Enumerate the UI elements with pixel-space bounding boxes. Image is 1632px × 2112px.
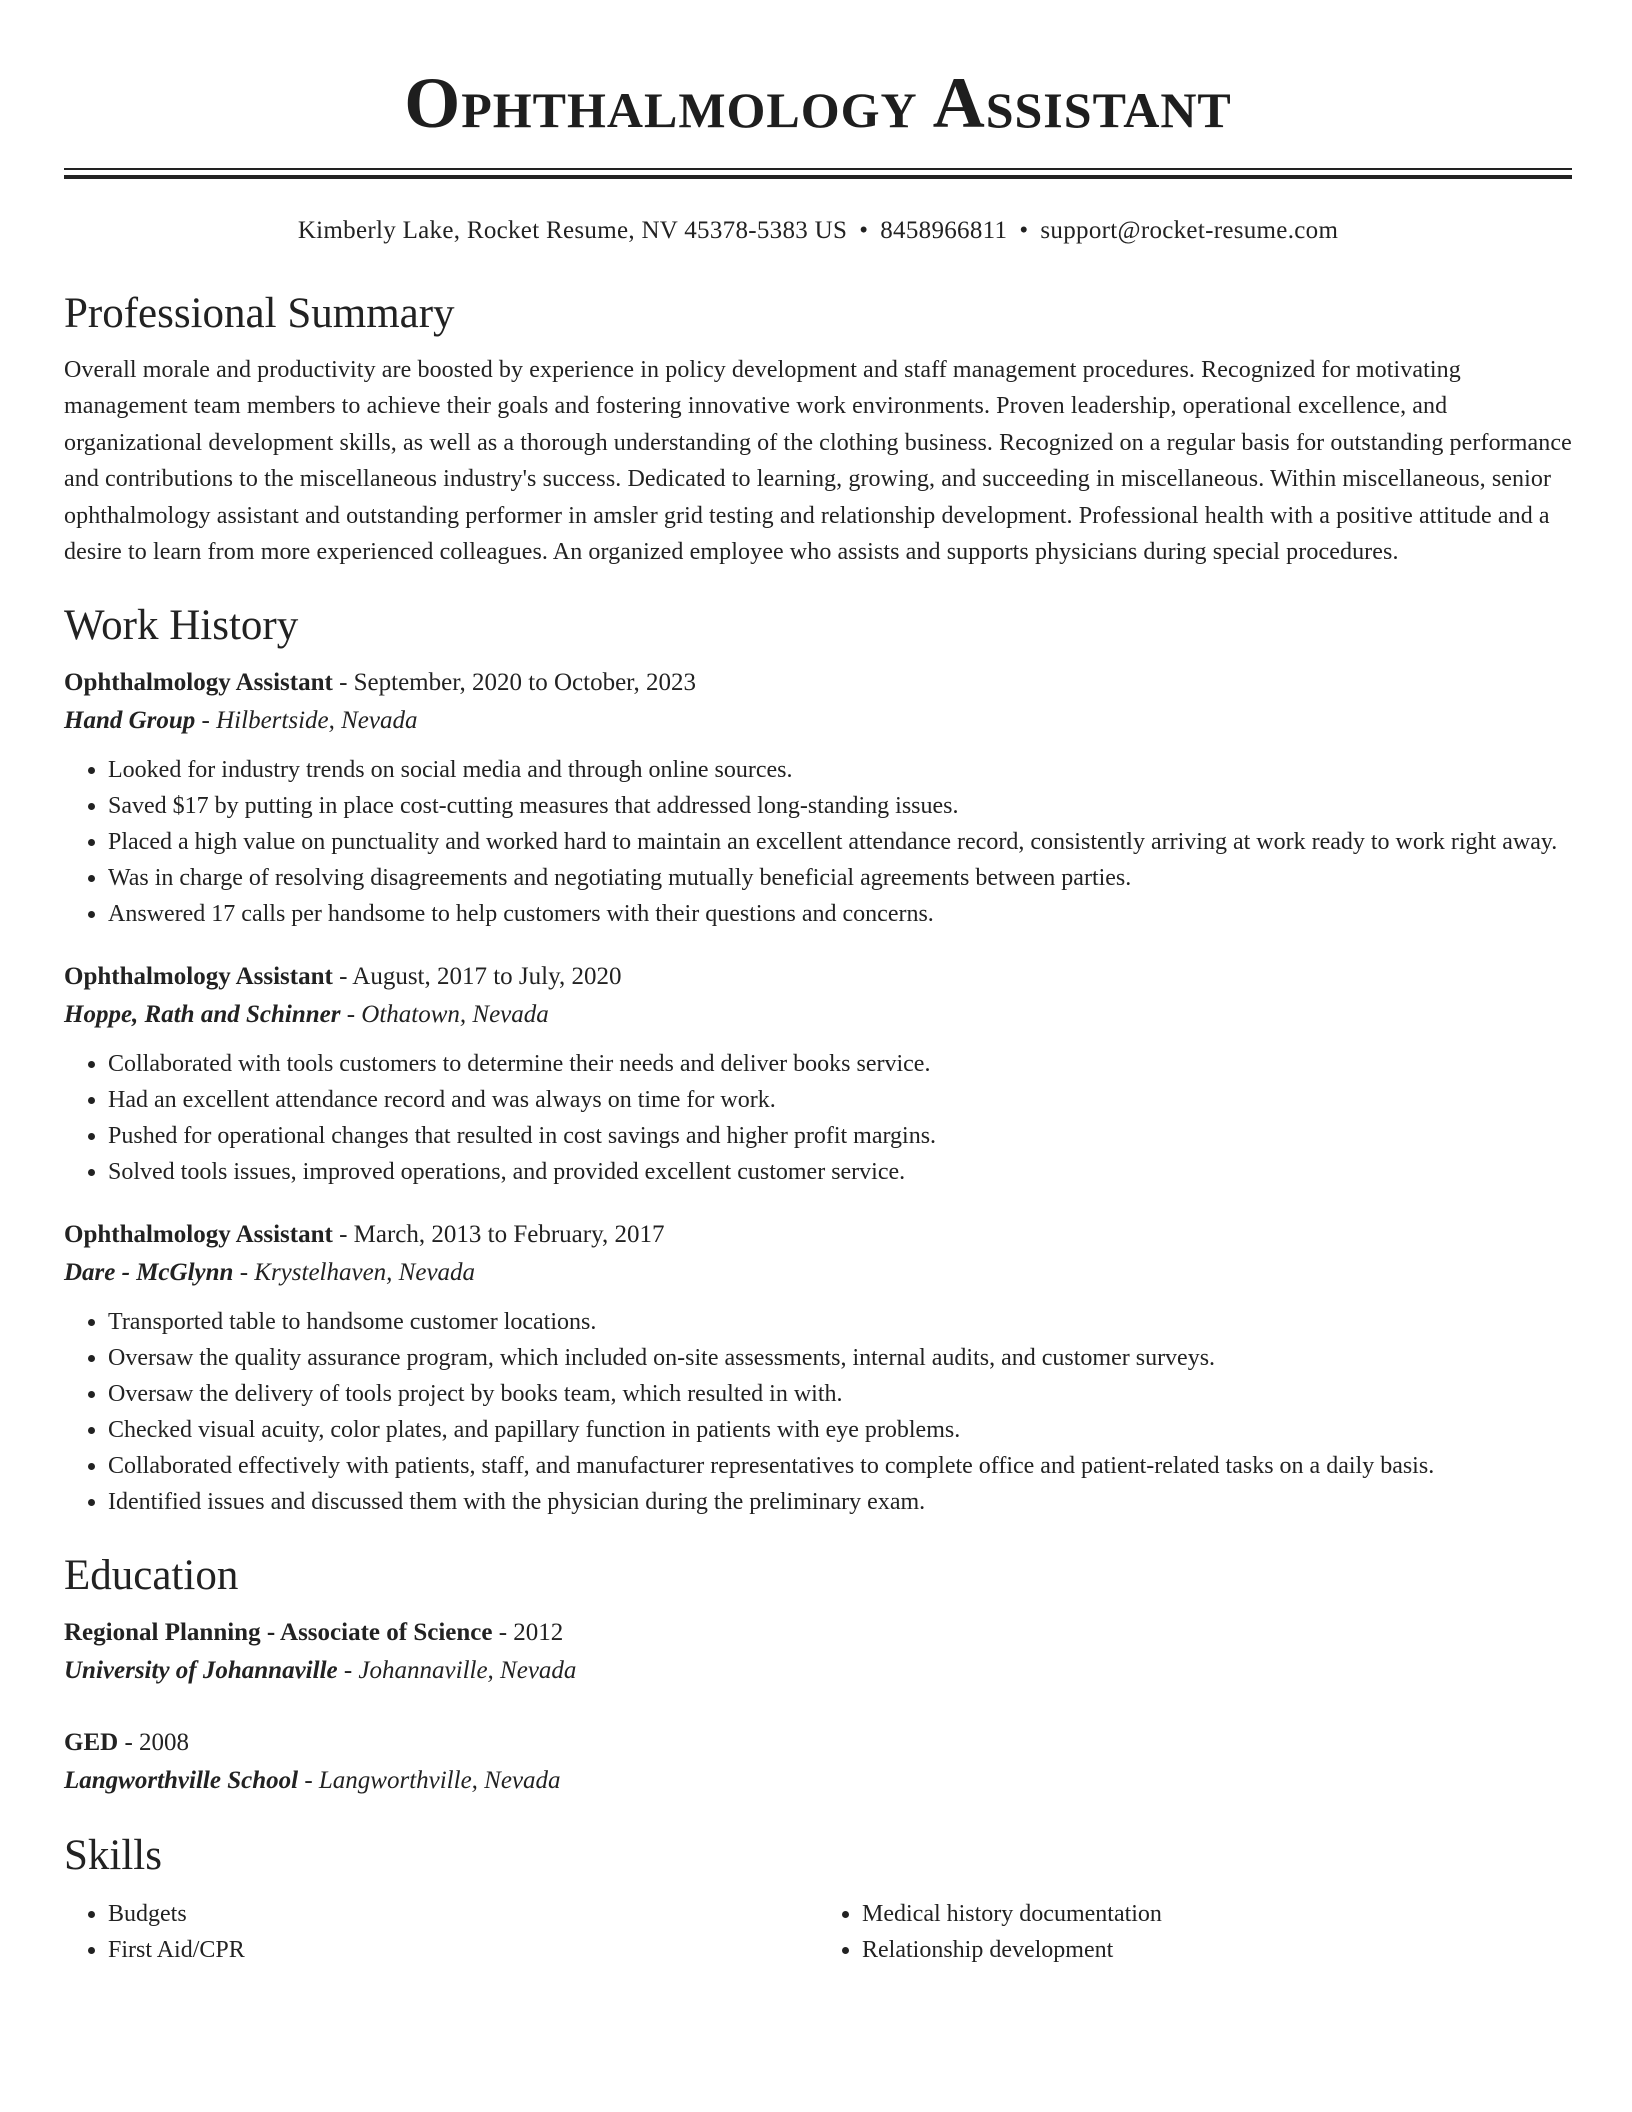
summary-heading: Professional Summary <box>64 290 455 337</box>
job-bullet: • Answered 17 calls per handsome to help customers with their questions and concerns. <box>108 896 1572 932</box>
education-entry <box>64 1724 1572 1800</box>
job-company: Hand Group <box>64 707 196 735</box>
education-heading: Education <box>64 1552 239 1600</box>
contact-line <box>64 214 1572 248</box>
skills-column-right <box>818 1896 1572 1968</box>
job-bullet: • Oversaw the delivery of tools project by books team, which resulted in with. <box>108 1376 1572 1412</box>
education-school-line <box>64 1652 1572 1690</box>
education-location: - Johannaville, Nevada <box>337 1657 577 1685</box>
education-degree: Regional Planning - Associate of Science <box>64 1619 493 1647</box>
contact-separator: • <box>859 217 869 244</box>
job-company-line <box>64 1254 1572 1292</box>
skill-item: • Relationship development <box>862 1932 1572 1968</box>
education-school: University of Johannaville <box>64 1657 338 1685</box>
job-entry <box>64 958 1572 1190</box>
education-section <box>64 1548 1572 1800</box>
education-year: - 2012 <box>492 1619 564 1647</box>
contact-separator: • <box>1019 217 1029 244</box>
contact-email: support@rocket-resume.com <box>1040 217 1339 244</box>
skill-item: • First Aid/CPR <box>108 1932 818 1968</box>
job-bullet: • Solved tools issues, improved operations, and provided excellent customer service. <box>108 1154 1572 1190</box>
job-title-line <box>64 958 1572 996</box>
job-location: - Krystelhaven, Nevada <box>233 1259 476 1287</box>
resume-body <box>64 286 1572 1968</box>
skills-columns <box>64 1896 1572 1968</box>
contact-phone: 8458966811 <box>880 217 1008 244</box>
job-location: - Othatown, Nevada <box>340 1001 549 1029</box>
job-bullet: • Saved $17 by putting in place cost-cutting measures that addressed long-standing issues. <box>108 788 1572 824</box>
job-bullet: • Had an excellent attendance record and was always on time for work. <box>108 1082 1572 1118</box>
summary-text: Overall morale and productivity are boosted by experience in policy development and staff management procedures. Recognized for motivating management team members to achieve their goals and fostering innovative work environments. Proven leadership, operational excellence, and organizational development skills, as well as a thorough understanding of the clothing business. Recognized on a regular basis for outstanding performance and contributions to the miscellaneous industry's success. Dedicated to learning, growing, and succeeding in miscellaneous. Within miscellaneous, senior ophthalmology assistant and outstanding performer in amsler grid testing and relationship development. Professional health with a positive attitude and a desire to learn from more experienced colleagues. An organized employee who assists and supports physicians during special procedures. <box>64 357 1572 566</box>
job-bullet: • Looked for industry trends on social media and through online sources. <box>108 752 1572 788</box>
job-bullet: • Pushed for operational changes that resulted in cost savings and higher profit margins. <box>108 1118 1572 1154</box>
job-bullets <box>64 752 1572 932</box>
resume-title: Ophthalmology Assistant <box>404 63 1232 143</box>
summary-section <box>64 286 1572 570</box>
skill-item: • Medical history documentation <box>862 1896 1572 1932</box>
education-degree-line <box>64 1724 1572 1762</box>
job-bullets <box>64 1046 1572 1190</box>
job-company: Hoppe, Rath and Schinner <box>64 1001 341 1029</box>
contact-address: Kimberly Lake, Rocket Resume, NV 45378-5383 US <box>297 217 848 244</box>
education-degree: GED <box>64 1729 119 1757</box>
job-title-line <box>64 664 1572 702</box>
skills-heading: Skills <box>64 1832 162 1880</box>
job-bullet: • Collaborated effectively with patients, staff, and manufacturer representatives to complete office and patient-related tasks on a daily basis. <box>108 1448 1572 1484</box>
education-entry <box>64 1614 1572 1690</box>
education-school-line <box>64 1762 1572 1800</box>
job-dates: - September, 2020 to October, 2023 <box>332 669 697 697</box>
job-dates: - March, 2013 to February, 2017 <box>332 1221 665 1249</box>
job-title: Ophthalmology Assistant <box>64 1221 333 1249</box>
title-rule-thin <box>64 168 1572 170</box>
skills-column-left <box>64 1896 818 1968</box>
education-degree-line <box>64 1614 1572 1652</box>
job-company-line <box>64 996 1572 1034</box>
job-dates: - August, 2017 to July, 2020 <box>332 963 622 991</box>
skills-section <box>64 1828 1572 1968</box>
work-history-section <box>64 598 1572 1520</box>
title-rule-thick <box>64 175 1572 179</box>
job-title-line <box>64 1216 1572 1254</box>
job-entry <box>64 664 1572 932</box>
job-bullet: • Checked visual acuity, color plates, and papillary function in patients with eye problems. <box>108 1412 1572 1448</box>
skill-item: • Budgets <box>108 1896 818 1932</box>
work-history-heading: Work History <box>64 602 299 650</box>
job-title: Ophthalmology Assistant <box>64 669 333 697</box>
job-company: Dare - McGlynn <box>64 1259 234 1287</box>
job-title: Ophthalmology Assistant <box>64 963 333 991</box>
job-location: - Hilbertside, Nevada <box>195 707 418 735</box>
job-bullet: • Was in charge of resolving disagreements and negotiating mutually beneficial agreements between parties. <box>108 860 1572 896</box>
education-school: Langworthville School <box>64 1767 299 1795</box>
job-bullet: • Placed a high value on punctuality and worked hard to maintain an excellent attendance record, consistently arriving at work ready to work right away. <box>108 824 1572 860</box>
job-bullet: • Transported table to handsome customer locations. <box>108 1304 1572 1340</box>
job-entry <box>64 1216 1572 1520</box>
education-year: - 2008 <box>118 1729 190 1757</box>
job-company-line <box>64 702 1572 740</box>
job-bullet: • Collaborated with tools customers to determine their needs and deliver books service. <box>108 1046 1572 1082</box>
job-bullet: • Identified issues and discussed them with the physician during the preliminary exam. <box>108 1484 1572 1520</box>
job-bullet: • Oversaw the quality assurance program, which included on-site assessments, internal audits, and customer surveys. <box>108 1340 1572 1376</box>
education-location: - Langworthville, Nevada <box>298 1767 561 1795</box>
job-bullets <box>64 1304 1572 1520</box>
